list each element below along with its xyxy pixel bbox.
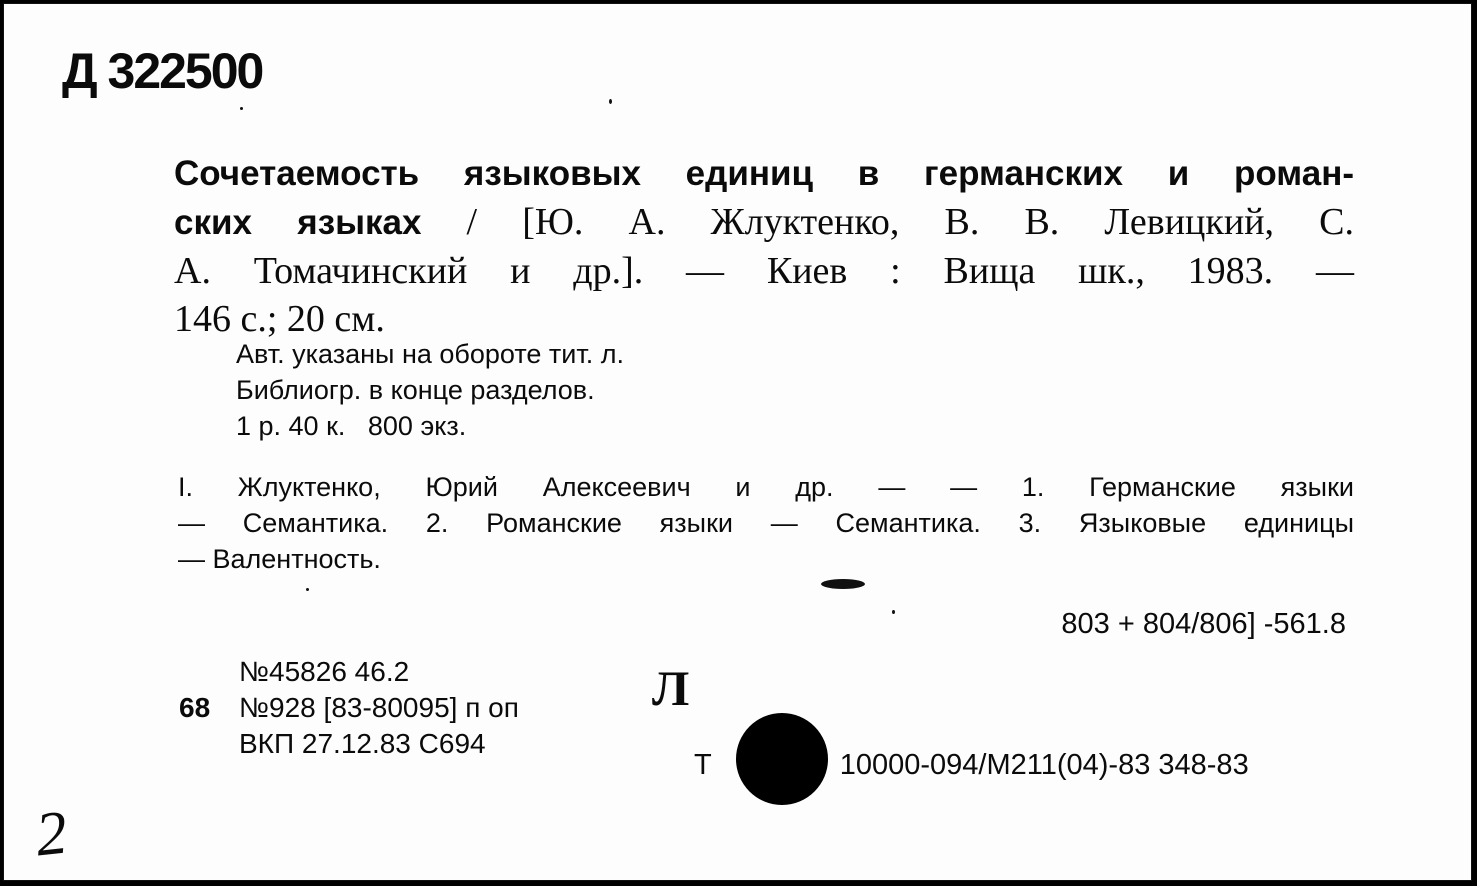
classification-code: 803 + 804/806] -561.8 <box>1061 608 1346 640</box>
dust-speck <box>609 99 612 104</box>
bibliographic-description <box>174 149 1354 343</box>
handwritten-mark: 2 <box>32 798 71 870</box>
dust-speck <box>306 588 309 591</box>
accession-block <box>179 654 519 762</box>
subject-line-3: — Валентность. <box>178 544 381 574</box>
title-normal-3: А. Томачинский и др.]. — Киев : Вища шк., 1983. — <box>174 250 1354 292</box>
title-normal-2: / [Ю. А. Жлуктенко, В. В. Левицкий, С. <box>421 201 1354 243</box>
subject-line-1: I. Жлуктенко, Юрий Алексеевич и др. — — 1. Германские языки <box>178 472 1354 502</box>
accession-line-3 <box>179 726 519 762</box>
title-line-3 <box>174 247 1354 295</box>
index-text: 10000-094/М211(04)-83 348-83 <box>839 749 1249 781</box>
index-prefix: Т <box>694 749 712 781</box>
title-line-1 <box>174 149 1354 198</box>
subject-line-2: — Семантика. 2. Романские языки — Семантика. 3. Языковые единицы <box>178 508 1354 538</box>
title-bold-2: ских языках <box>174 203 422 242</box>
accession-text-3: ВКП 27.12.83 С694 <box>239 728 486 759</box>
title-bold-1: Сочетаемость языковых единиц в германских и роман- <box>174 154 1354 193</box>
note-price: 1 р. 40 к. 800 экз. <box>236 411 467 441</box>
notes <box>236 336 624 444</box>
accession-text-2: №928 [83-80095] п оп <box>239 692 519 723</box>
note-bibliography: Библиогр. в конце разделов. <box>236 375 595 405</box>
ink-smudge <box>821 579 865 589</box>
dust-speck <box>892 610 895 614</box>
subject-headings <box>178 469 1354 577</box>
dust-speck <box>240 107 243 110</box>
accession-text-1: №45826 46.2 <box>239 656 410 687</box>
accession-line-2 <box>179 690 519 726</box>
punch-hole <box>736 713 828 805</box>
title-normal-4: 146 с.; 20 см. <box>174 298 385 340</box>
accession-prefix: 68 <box>179 692 211 723</box>
catalog-card <box>3 3 1472 881</box>
letter-mark: Л <box>652 660 690 716</box>
accession-line-1 <box>179 654 519 690</box>
note-authors: Авт. указаны на обороте тит. л. <box>236 339 624 369</box>
title-line-2 <box>174 198 1354 247</box>
card-number: Д 322500 <box>62 43 263 99</box>
